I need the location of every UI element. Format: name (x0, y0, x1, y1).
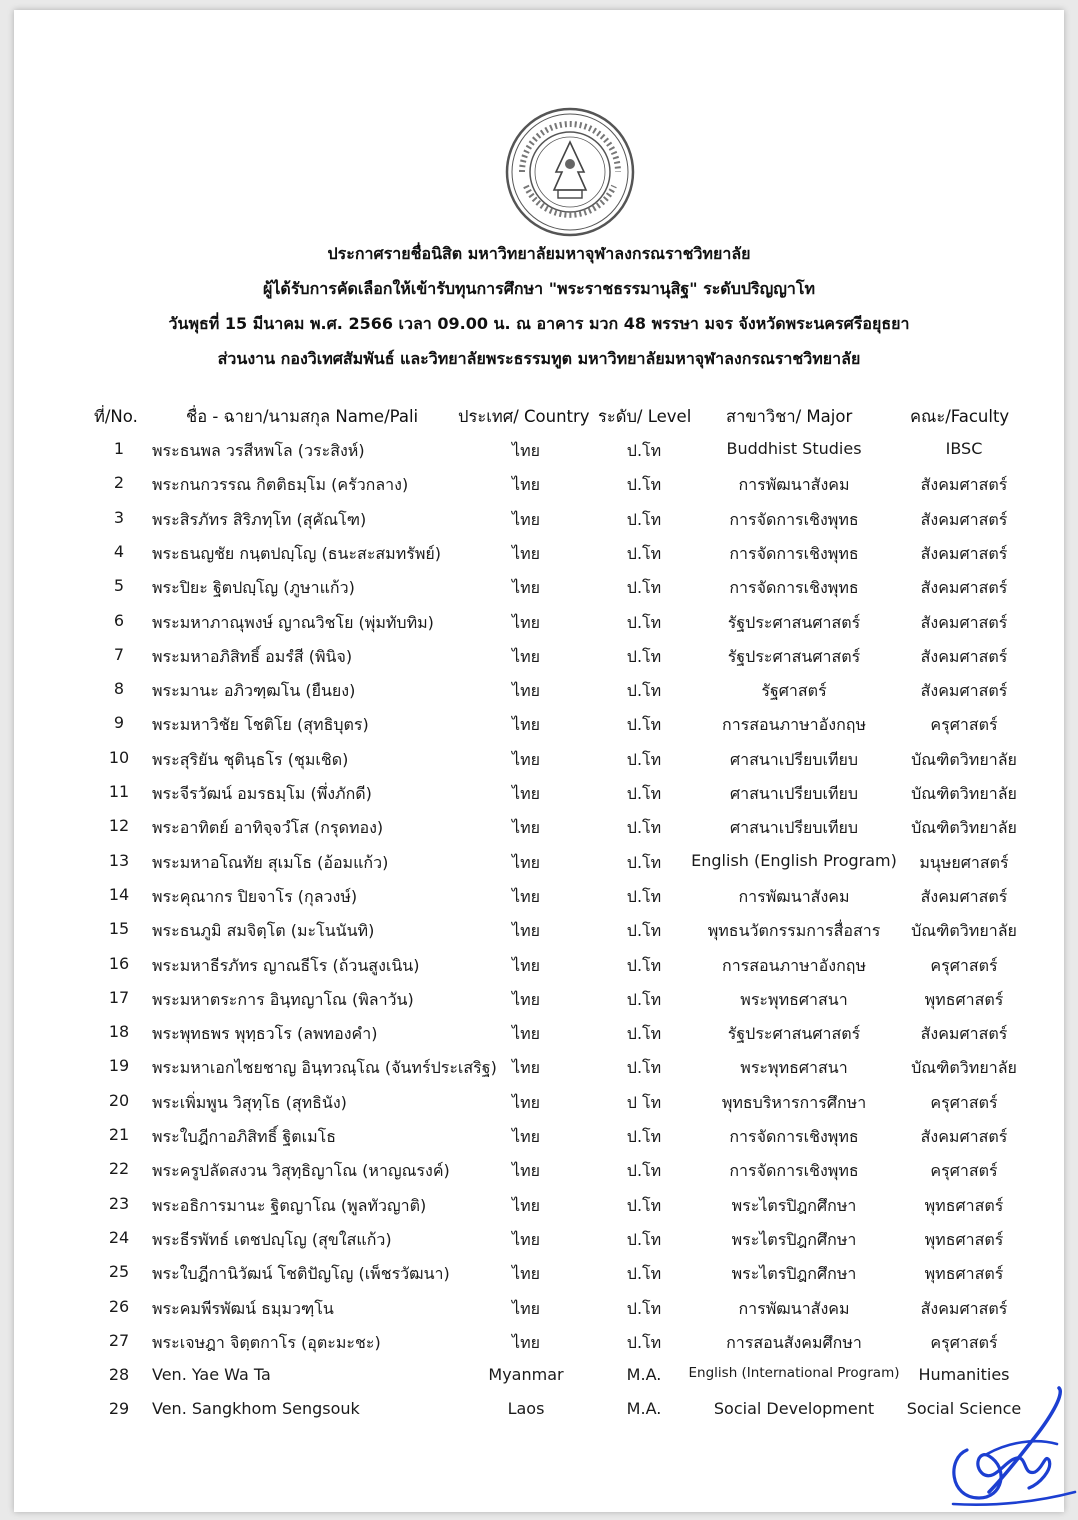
row-name: พระปิยะ ฐิตปญฺโญ (ภูษาแก้ว) (152, 578, 355, 598)
row-name: พระธนภูมิ สมจิตฺโต (มะโนนันทิ) (152, 921, 375, 941)
row-faculty: สังคมศาสตร์ (920, 509, 1008, 529)
table-row (14, 439, 1064, 473)
row-country: Myanmar (488, 1365, 564, 1385)
announcement-subtitle: ผู้ได้รับการคัดเลือกให้เข้ารับทุนการศึกษา "พระราชธรรมานุสิฐ" ระดับปริญญาโท (263, 279, 815, 298)
row-country: ไทย (512, 818, 540, 838)
table-row (14, 611, 1064, 645)
row-name: พระมหาวิชัย โชติโย (สุทธิบุตร) (152, 715, 369, 735)
row-major: พุทธนวัตกรรมการสื่อสาร (707, 921, 881, 941)
row-faculty: บัณฑิตวิทยาลัย (911, 818, 1017, 838)
row-level: ป.โท (626, 852, 662, 872)
row-faculty: ครุศาสตร์ (930, 1332, 998, 1352)
row-level: ป.โท (626, 1024, 662, 1044)
row-number: 16 (108, 953, 130, 973)
table-row (14, 1331, 1064, 1365)
row-country: ไทย (512, 784, 540, 803)
row-major: พระไตรปิฎกศึกษา (731, 1229, 857, 1249)
row-number: 10 (108, 747, 130, 767)
row-faculty: สังคมศาสตร์ (920, 1024, 1008, 1044)
row-faculty: สังคมศาสตร์ (920, 1127, 1008, 1146)
table-row (14, 885, 1064, 919)
row-country: ไทย (512, 1161, 540, 1181)
row-number: 5 (113, 576, 125, 596)
row-number: 13 (108, 850, 130, 870)
row-faculty: สังคมศาสตร์ (920, 681, 1008, 701)
row-level: ป.โท (626, 1058, 662, 1078)
table-row (14, 1194, 1064, 1228)
row-name: พระใบฎีกานิวัฒน์ โชติปัญโญ (เพ็ชรวัฒนา) (152, 1264, 450, 1284)
row-level: M.A. (626, 1399, 662, 1419)
row-major: การจัดการเชิงพุทธ (729, 578, 859, 598)
document-page (14, 10, 1064, 1512)
row-country: ไทย (512, 921, 540, 941)
row-country: ไทย (512, 1058, 540, 1078)
row-number: 21 (108, 1125, 130, 1144)
table-row (14, 816, 1064, 850)
announcement-department: ส่วนงาน กองวิเทศสัมพันธ์ และวิทยาลัยพระธรรมทูต มหาวิทยาลัยมหาจุฬาลงกรณราชวิทยาลัย (217, 349, 861, 368)
row-country: ไทย (512, 749, 540, 769)
row-country: ไทย (512, 989, 540, 1009)
row-country: ไทย (512, 1127, 540, 1146)
row-number: 9 (113, 713, 125, 733)
row-level: ป.โท (626, 749, 662, 769)
row-number: 6 (113, 610, 125, 630)
row-name: พระมหาตระการ อินฺทญาโณ (พิลาวัน) (152, 989, 414, 1009)
table-row (14, 1022, 1064, 1056)
row-number: 26 (108, 1296, 130, 1316)
row-faculty: ครุศาสตร์ (930, 955, 998, 975)
row-level: M.A. (626, 1365, 662, 1385)
row-level: ป.โท (626, 1332, 662, 1352)
row-major: การสอนภาษาอังกฤษ (722, 715, 866, 735)
row-name: พระครูปลัดสงวน วิสุทฺธิญาโณ (หาญณรงค์) (152, 1161, 450, 1181)
row-name: Ven. Yae Wa Ta (152, 1365, 271, 1385)
row-level: ป โท (626, 1092, 662, 1112)
row-level: ป.โท (626, 646, 662, 666)
row-major: พระไตรปิฎกศึกษา (731, 1264, 857, 1284)
row-level: ป.โท (626, 1264, 662, 1284)
row-level: ป.โท (626, 784, 662, 803)
column-header-name: ชื่อ - ฉายา/นามสกุล Name/Pali (186, 407, 419, 426)
table-row (14, 1228, 1064, 1262)
row-major: รัฐศาสตร์ (761, 681, 827, 701)
row-major: English (International Program) (688, 1365, 900, 1382)
row-level: ป.โท (626, 955, 662, 975)
row-number: 3 (113, 507, 125, 527)
row-number: 22 (108, 1159, 130, 1179)
row-faculty: ครุศาสตร์ (930, 715, 998, 735)
row-name: พระธนพล วรสีหพโล (วระสิงห์) (152, 441, 365, 460)
announcement-title: ประกาศรายชื่อนิสิต มหาวิทยาลัยมหาจุฬาลงกรณราชวิทยาลัย (327, 244, 751, 263)
row-faculty: สังคมศาสตร์ (920, 886, 1008, 906)
row-name: พระคมพีรพัฒน์ ธมฺมวฑฺโน (152, 1298, 334, 1318)
row-name: พระอธิการมานะ ฐิตญาโณ (พูลทัวญาติ) (152, 1195, 427, 1215)
row-major: พุทธบริหารการศึกษา (721, 1092, 867, 1112)
row-level: ป.โท (626, 475, 662, 495)
row-number: 11 (108, 782, 130, 801)
row-number: 2 (113, 473, 125, 493)
row-country: ไทย (512, 1195, 540, 1215)
row-faculty: Humanities (918, 1365, 1010, 1385)
row-country: ไทย (512, 1264, 540, 1284)
table-row (14, 1262, 1064, 1296)
row-country: ไทย (512, 886, 540, 906)
row-level: ป.โท (626, 1298, 662, 1318)
table-row (14, 1399, 1064, 1433)
table-row (14, 1159, 1064, 1193)
row-number: 27 (108, 1330, 130, 1350)
row-country: ไทย (512, 1024, 540, 1044)
row-name: พระอาทิตย์ อาทิจฺจวํโส (กรุดทอง) (152, 818, 384, 838)
row-major: การสอนสังคมศึกษา (726, 1332, 862, 1352)
table-row (14, 473, 1064, 507)
column-header-faculty: คณะ/Faculty (910, 407, 1010, 426)
row-faculty: สังคมศาสตร์ (920, 543, 1008, 563)
row-name: พระสุริยัน ชุตินฺธโร (ชุมเชิด) (152, 749, 349, 769)
table-row (14, 576, 1064, 610)
row-number: 29 (108, 1399, 130, 1419)
column-header-level: ระดับ/ Level (598, 407, 692, 426)
table-row (14, 508, 1064, 542)
row-number: 7 (113, 644, 125, 664)
row-number: 20 (108, 1090, 130, 1110)
row-faculty: ครุศาสตร์ (930, 1092, 998, 1112)
row-name: พระเจษฎา จิตฺตกาโร (อุตะมะชะ) (152, 1332, 381, 1352)
table-row (14, 988, 1064, 1022)
row-name: พระจีรวัฒน์ อมรธมฺโม (พึ่งภักดี) (152, 784, 372, 803)
row-country: ไทย (512, 509, 540, 529)
row-major: Social Development (713, 1399, 875, 1419)
row-major: การพัฒนาสังคม (738, 886, 850, 906)
row-major: ศาสนาเปรียบเทียบ (729, 784, 859, 803)
row-faculty: บัณฑิตวิทยาลัย (911, 749, 1017, 769)
row-name: พระธนญชัย กนฺตปญฺโญ (ธนะสะสมทรัพย์) (152, 543, 442, 563)
row-faculty: ครุศาสตร์ (930, 1161, 998, 1181)
row-level: ป.โท (626, 612, 662, 632)
row-country: ไทย (512, 852, 540, 872)
row-name: พระคุณากร ปิยจาโร (กุลวงษ์) (152, 886, 358, 906)
row-faculty: สังคมศาสตร์ (920, 612, 1008, 632)
row-number: 23 (108, 1193, 130, 1213)
column-header-no: ที่/No. (94, 407, 138, 426)
row-country: ไทย (512, 441, 540, 460)
row-level: ป.โท (626, 509, 662, 529)
row-level: ป.โท (626, 886, 662, 906)
row-level: ป.โท (626, 441, 662, 460)
table-row (14, 645, 1064, 679)
row-major: ศาสนาเปรียบเทียบ (729, 749, 859, 769)
row-country: ไทย (512, 543, 540, 563)
row-faculty: Social Science (906, 1399, 1022, 1419)
table-row (14, 542, 1064, 576)
column-header-major: สาขาวิชา/ Major (726, 407, 853, 426)
row-level: ป.โท (626, 681, 662, 701)
row-number: 17 (108, 987, 130, 1007)
row-number: 18 (108, 1022, 130, 1042)
row-major: ศาสนาเปรียบเทียบ (729, 818, 859, 838)
row-faculty: พุทธศาสตร์ (924, 989, 1004, 1009)
row-major: การพัฒนาสังคม (738, 1298, 850, 1318)
row-number: 15 (108, 919, 130, 939)
row-country: ไทย (512, 955, 540, 975)
row-major: พระพุทธศาสนา (740, 989, 848, 1009)
row-name: พระมหาธีรภัทร ญาณธีโร (ถ้วนสูงเนิน) (152, 955, 420, 975)
row-major: การจัดการเชิงพุทธ (729, 543, 859, 563)
table-row (14, 1125, 1064, 1159)
row-number: 28 (108, 1365, 130, 1385)
row-major: การจัดการเชิงพุทธ (729, 509, 859, 529)
column-header-country: ประเทศ/ Country (458, 407, 590, 426)
table-row (14, 851, 1064, 885)
row-level: ป.โท (626, 818, 662, 838)
table-row (14, 954, 1064, 988)
row-country: ไทย (512, 612, 540, 632)
table-row (14, 713, 1064, 747)
table-row (14, 679, 1064, 713)
table-row (14, 1365, 1064, 1399)
row-faculty: มนุษยศาสตร์ (919, 852, 1009, 872)
row-number: 12 (108, 816, 130, 836)
row-faculty: สังคมศาสตร์ (920, 578, 1008, 598)
row-level: ป.โท (626, 1229, 662, 1249)
row-major: รัฐประศาสนศาสตร์ (727, 612, 861, 632)
row-number: 24 (108, 1227, 130, 1247)
row-major: รัฐประศาสนศาสตร์ (727, 646, 861, 666)
row-level: ป.โท (626, 715, 662, 735)
row-level: ป.โท (626, 1161, 662, 1181)
table-row (14, 1091, 1064, 1125)
announcement-datetime: วันพุธที่ 15 มีนาคม พ.ศ. 2566 เวลา 09.00 น. ณ อาคาร มวก 48 พรรษา มจร จังหวัดพระนครศรีอยุธยา (168, 314, 910, 333)
row-number: 8 (113, 679, 125, 699)
row-level: ป.โท (626, 1195, 662, 1215)
row-major: พระไตรปิฎกศึกษา (731, 1195, 857, 1215)
row-name: พระมานะ อภิวฑฺฒโน (ยืนยง) (152, 681, 356, 701)
row-level: ป.โท (626, 543, 662, 563)
table-row (14, 782, 1064, 816)
row-country: ไทย (512, 715, 540, 735)
row-country: ไทย (512, 1298, 540, 1318)
row-country: ไทย (512, 1332, 540, 1352)
row-name: พระสิรภัทร สิริภทฺโท (สุคัณโฑ) (152, 509, 367, 529)
row-country: ไทย (512, 1229, 540, 1249)
table-row (14, 919, 1064, 953)
row-faculty: บัณฑิตวิทยาลัย (911, 1058, 1017, 1078)
row-name: พระมหาอโณทัย สุเมโธ (อ้อมแก้ว) (152, 852, 389, 872)
row-faculty: พุทธศาสตร์ (924, 1195, 1004, 1215)
row-name: พระใบฎีกาอภิสิทธิ์ ฐิตเมโธ (152, 1127, 337, 1146)
row-country: Laos (507, 1399, 545, 1419)
row-faculty: สังคมศาสตร์ (920, 1298, 1008, 1318)
row-level: ป.โท (626, 1127, 662, 1146)
table-row (14, 1297, 1064, 1331)
row-name: พระธีรพัทธ์ เตชปญฺโญ (สุขใสแก้ว) (152, 1229, 392, 1249)
row-name: พระมหาเอกไชยชาญ อินฺทวณฺโณ (จันทร์ประเสริฐ) (152, 1058, 497, 1078)
row-country: ไทย (512, 578, 540, 598)
row-number: 14 (108, 884, 130, 904)
row-name: พระเพิ่มพูน วิสุทฺโธ (สุทธินัง) (152, 1092, 347, 1112)
row-level: ป.โท (626, 578, 662, 598)
row-name: พระมหาภาณุพงษ์ ญาณวิชโย (พุ่มทับทิม) (152, 612, 434, 632)
row-faculty: พุทธศาสตร์ (924, 1264, 1004, 1284)
university-seal (504, 106, 636, 238)
row-faculty: พุทธศาสตร์ (924, 1229, 1004, 1249)
row-faculty: บัณฑิตวิทยาลัย (911, 921, 1017, 941)
row-faculty: สังคมศาสตร์ (920, 646, 1008, 666)
row-country: ไทย (512, 1092, 540, 1112)
row-name: Ven. Sangkhom Sengsouk (152, 1399, 360, 1419)
row-major: การพัฒนาสังคม (738, 475, 850, 495)
row-name: พระกนกวรรณ กิตติธมฺโม (ครัวกลาง) (152, 475, 409, 495)
row-major: พระพุทธศาสนา (740, 1058, 848, 1078)
row-number: 1 (113, 439, 125, 458)
row-level: ป.โท (626, 921, 662, 941)
row-level: ป.โท (626, 989, 662, 1009)
row-major: รัฐประศาสนศาสตร์ (727, 1024, 861, 1044)
row-faculty: สังคมศาสตร์ (920, 475, 1008, 495)
table-row (14, 1056, 1064, 1090)
row-major: English (English Program) (691, 850, 897, 870)
row-number: 25 (108, 1262, 130, 1282)
row-major: การจัดการเชิงพุทธ (729, 1161, 859, 1181)
handwritten-signature (939, 1380, 1078, 1520)
row-name: พระพุทธพร พุทฺธวโร (ลพทองคำ) (152, 1024, 378, 1044)
row-country: ไทย (512, 681, 540, 701)
row-name: พระมหาอภิสิทธิ์ อมรํสี (พินิจ) (152, 646, 353, 666)
row-major: Buddhist Studies (726, 439, 862, 458)
row-faculty: IBSC (945, 439, 983, 458)
row-major: การจัดการเชิงพุทธ (729, 1127, 859, 1146)
row-faculty: บัณฑิตวิทยาลัย (911, 784, 1017, 803)
row-major: การสอนภาษาอังกฤษ (722, 955, 866, 975)
row-number: 19 (108, 1056, 130, 1076)
row-country: ไทย (512, 475, 540, 495)
row-country: ไทย (512, 646, 540, 666)
row-number: 4 (113, 541, 125, 561)
table-row (14, 748, 1064, 782)
